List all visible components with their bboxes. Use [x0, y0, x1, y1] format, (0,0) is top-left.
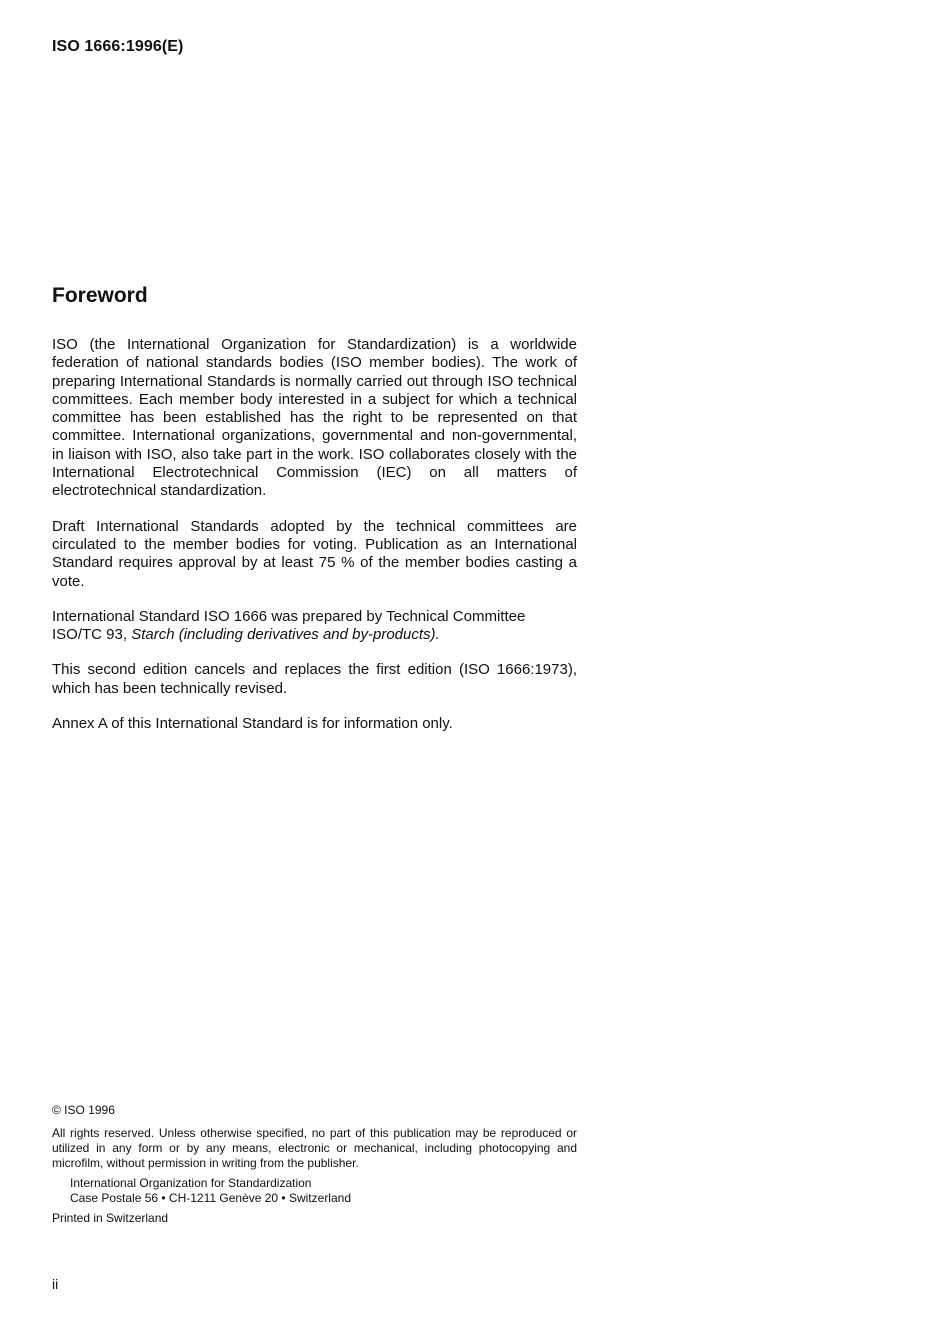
foreword-paragraph-3-text: International Standard ISO 1666 was prepared by Technical Committee ISO/TC 93, — [52, 607, 526, 644]
document-header: ISO 1666:1996(E) — [52, 38, 184, 55]
copyright-block — [52, 1103, 577, 1226]
foreword-paragraph-3 — [52, 608, 577, 645]
publisher-postal-address: Case Postale 56 • CH-1211 Genève 20 • Switzerland — [70, 1191, 351, 1205]
copyright-line: © ISO 1996 — [52, 1103, 115, 1117]
rights-statement: All rights reserved. Unless otherwise specified, no part of this publication may be reproduced or utilized in any form or by any means, electronic or mechanical, including photocopying and microfilm, without permission in writing from the publisher. — [52, 1126, 577, 1170]
foreword-paragraph-4: This second edition cancels and replaces the first edition (ISO 1666:1973), which has been technically revised. — [52, 661, 577, 697]
publisher-address — [70, 1176, 577, 1206]
foreword-paragraph-1: ISO (the International Organization for Standardization) is a worldwide federation of national standards bodies (ISO member bodies). The work of preparing International Standards is normally carried out through ISO technical committees. Each member body interested in a subject for which a technical committee has been established has the right to be represented on that committee. International organizations, governmental and non-governmental, in liaison with ISO, also take part in the work. ISO collaborates closely with the International Electrotechnical Commission (IEC) on all matters of electrotechnical standardization. — [52, 336, 577, 500]
foreword-title: Foreword — [52, 284, 148, 307]
printed-location: Printed in Switzerland — [52, 1211, 169, 1225]
foreword-paragraph-2: Draft International Standards adopted by the technical committees are circulated to the member bodies for voting. Publication as an International Standard requires approval by at least 75 % of the member bodies casting a vote. — [52, 517, 577, 590]
foreword-paragraph-5: Annex A of this International Standard is for information only. — [52, 715, 453, 733]
page-number: ii — [52, 1276, 59, 1292]
committee-title: Starch (including derivatives and by-products). — [131, 626, 440, 644]
foreword-body — [52, 336, 577, 750]
publisher-name: International Organization for Standardization — [70, 1176, 312, 1190]
